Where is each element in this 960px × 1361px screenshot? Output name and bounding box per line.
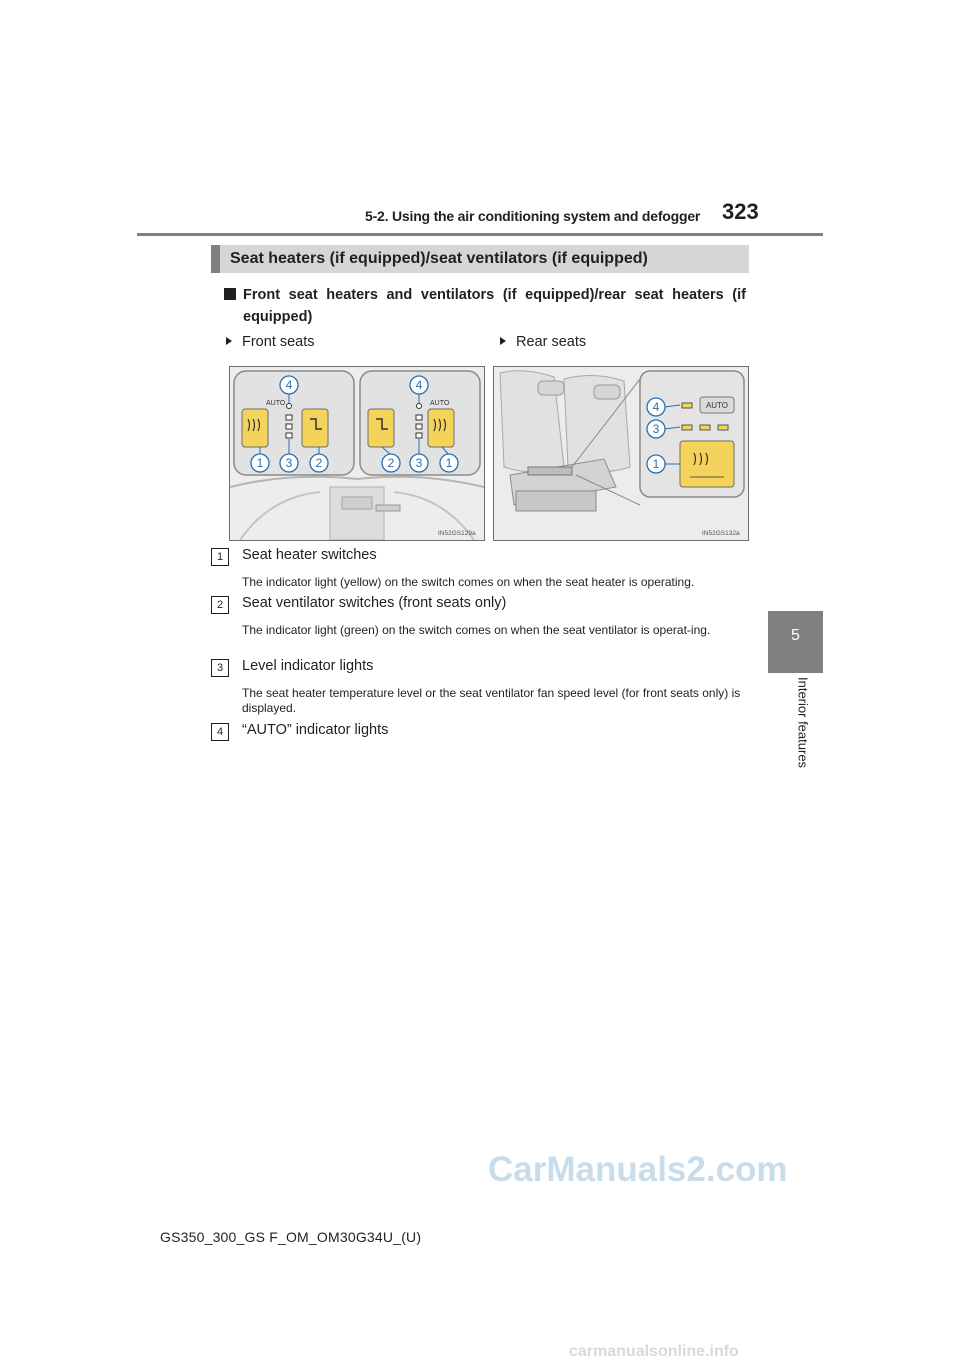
section-title-bar xyxy=(211,245,749,273)
section-title: Seat heaters (if equipped)/seat ventilators (if equipped) xyxy=(230,250,648,267)
front-seats-figure xyxy=(229,366,485,541)
item-number-badge: 4 xyxy=(211,723,229,741)
watermark-secondary: carmanualsonline.info xyxy=(569,1343,739,1360)
item-number-badge: 1 xyxy=(211,548,229,566)
rear-seats-figure xyxy=(493,366,749,541)
rear-callout-1: 1 xyxy=(652,457,660,471)
subheading xyxy=(226,284,746,328)
callout-2-right: 2 xyxy=(387,456,395,470)
item-description: The indicator light (green) on the switch comes on when the seat ventilator is operat-ing. xyxy=(242,623,711,637)
rear-seats-text: Rear seats xyxy=(516,334,587,350)
item-label: “AUTO” indicator lights xyxy=(242,722,389,738)
footer-doc-code: GS350_300_GS F_OM_OM30G34U_(U) xyxy=(160,1229,422,1245)
running-header: 5-2. Using the air conditioning system and defogger xyxy=(365,208,701,224)
front-seats-text: Front seats xyxy=(242,334,315,350)
chapter-label-wrap xyxy=(795,677,811,787)
rear-seats-illustration xyxy=(494,367,748,540)
item-label: Level indicator lights xyxy=(242,658,374,674)
rear-callout-3: 3 xyxy=(652,422,660,436)
callout-1-right: 1 xyxy=(445,456,453,470)
callout-3-right: 3 xyxy=(415,456,423,470)
front-seats-label xyxy=(226,334,315,350)
callout-3-left: 3 xyxy=(285,456,293,470)
front-auto-right: AUTO xyxy=(430,400,450,407)
item-label: Seat ventilator switches (front seats only) xyxy=(242,595,507,611)
item-description: The indicator light (yellow) on the switch comes on when the seat heater is operating. xyxy=(242,575,695,589)
page-number: 323 xyxy=(722,199,759,224)
rear-callout-4: 4 xyxy=(652,400,660,414)
item-description: The seat heater temperature level or the seat ventilator fan speed level (for front seats only) is displayed. xyxy=(242,686,741,715)
item-number-badge: 2 xyxy=(211,596,229,614)
square-bullet-icon xyxy=(224,288,236,300)
chapter-tab xyxy=(768,611,823,673)
rear-auto-label: AUTO xyxy=(705,401,729,410)
callout-1-left: 1 xyxy=(256,456,264,470)
rear-seats-label xyxy=(500,334,586,350)
triangle-bullet-icon xyxy=(500,337,506,345)
header-rule xyxy=(137,233,823,236)
rear-image-code: IN52GS132a xyxy=(702,530,740,537)
triangle-bullet-icon xyxy=(226,337,232,345)
front-auto-left: AUTO xyxy=(266,400,286,407)
chapter-number: 5 xyxy=(791,627,800,644)
callout-4-right: 4 xyxy=(415,378,423,392)
front-image-code: IN52GS129a xyxy=(438,530,476,537)
callout-4-left: 4 xyxy=(285,378,293,392)
callout-2-left: 2 xyxy=(315,456,323,470)
subheading-text: Front seat heaters and ventilators (if equipped)/rear seat heaters (if equipped) xyxy=(243,287,746,325)
item-number-badge: 3 xyxy=(211,659,229,677)
watermark-primary: CarManuals2.com xyxy=(488,1150,788,1189)
front-seats-illustration xyxy=(230,367,484,540)
chapter-label: Interior features xyxy=(795,677,811,769)
item-label: Seat heater switches xyxy=(242,547,377,563)
